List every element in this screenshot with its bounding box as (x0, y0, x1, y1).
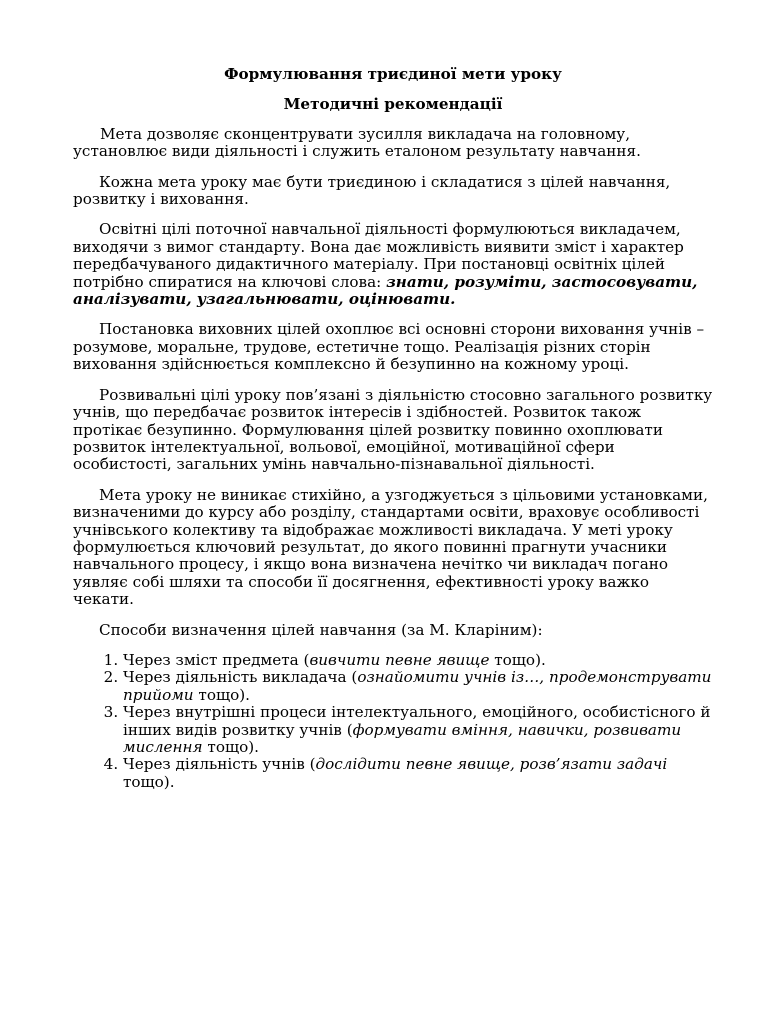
paragraph-purpose: Мета дозволяє сконцентрувати зусилля викладача на головному, установлює види діяльності і служить еталоном результату навчання. (73, 124, 641, 161)
paragraph-lesson-goal: Мета уроку не виникає стихійно, а узгоджується з цільовими установками, визначеними до курсу або розділу, стандартами освіти, враховує особливості учнівського колективу та відображає можливості викладача. У меті уроку формулюється ключовий результат, до якого повинні прагнути учасники навчального процесу, і якщо вона визначена нечітко чи викладач погано уявляє собі шляхи та способи її досягнення, ефективності уроку важко чекати. (73, 485, 708, 609)
list-item (123, 756, 713, 791)
list-item-text-end: тощо). (202, 738, 259, 756)
list-item-text-end: тощо). (489, 650, 546, 669)
list-item-text: Через зміст предмета ( (123, 650, 310, 669)
paragraph-triune: Кожна мета уроку має бути триєдиною і складатися з цілей навчання, розвитку і виховання. (73, 172, 671, 209)
paragraph-educational-goals (73, 221, 713, 308)
list-item-text: Через діяльність учнів ( (123, 755, 316, 774)
document-title: Формулювання триєдиної мети уроку (224, 65, 562, 83)
methods-list (73, 652, 713, 791)
document-subtitle: Методичні рекомендації (283, 95, 503, 114)
list-item-text-end: тощо). (123, 772, 175, 791)
list-item-example: ознайомити учнів із…, продемонструвати прийоми (123, 668, 712, 704)
list-item (123, 669, 713, 704)
list-item (123, 704, 713, 756)
paragraph-upbringing-goals: Постановка виховних цілей охоплює всі основні сторони виховання учнів – розумове, моральне, трудове, естетичне тощо. Реалізація різних сторін виховання здійснюється комплексно й безупинно на кожному уроці. (73, 320, 705, 374)
list-item-text: Через внутрішні процеси інтелектуального, емоційного, особистісного й інших видів розвитку учнів ( (123, 703, 711, 739)
list-item-example: вивчити певне явище (309, 650, 490, 669)
list-item-text-end: тощо). (193, 685, 250, 704)
paragraph-methods-intro: Способи визначення цілей навчання (за М. Кларіним): (99, 620, 543, 639)
list-item-example: формувати вміння, навички, розвивати мислення (123, 720, 682, 756)
list-item-example: дослідити певне явище, розв’язати задачі (315, 755, 668, 774)
keywords-text: знати, розуміти, застосовувати, аналізувати, узагальнювати, оцінювати. (73, 272, 698, 309)
list-item (123, 652, 713, 669)
list-item-text: Через діяльність викладача ( (123, 668, 358, 687)
paragraph-educational-text: Освітні цілі поточної навчальної діяльності формулюються викладачем, виходячи з вимог стандарту. Вона дає можливість виявити зміст і характер передбачуваного дидактичного матеріалу. При постановці освітніх цілей потрібно спиратися на ключові слова: (73, 220, 684, 291)
document-page (73, 66, 713, 791)
paragraph-developmental-goals: Розвивальні цілі уроку пов’язані з діяльністю стосовно загального розвитку учнів, що передбачає розвиток інтересів і здібностей. Розвиток також протікає безупинно. Формулювання цілей розвитку повинно охоплювати розвиток інтелектуальної, вольової, емоційної, мотиваційної сфери особистості, загальних умінь навчально-пізнавальної діяльності. (73, 385, 713, 474)
